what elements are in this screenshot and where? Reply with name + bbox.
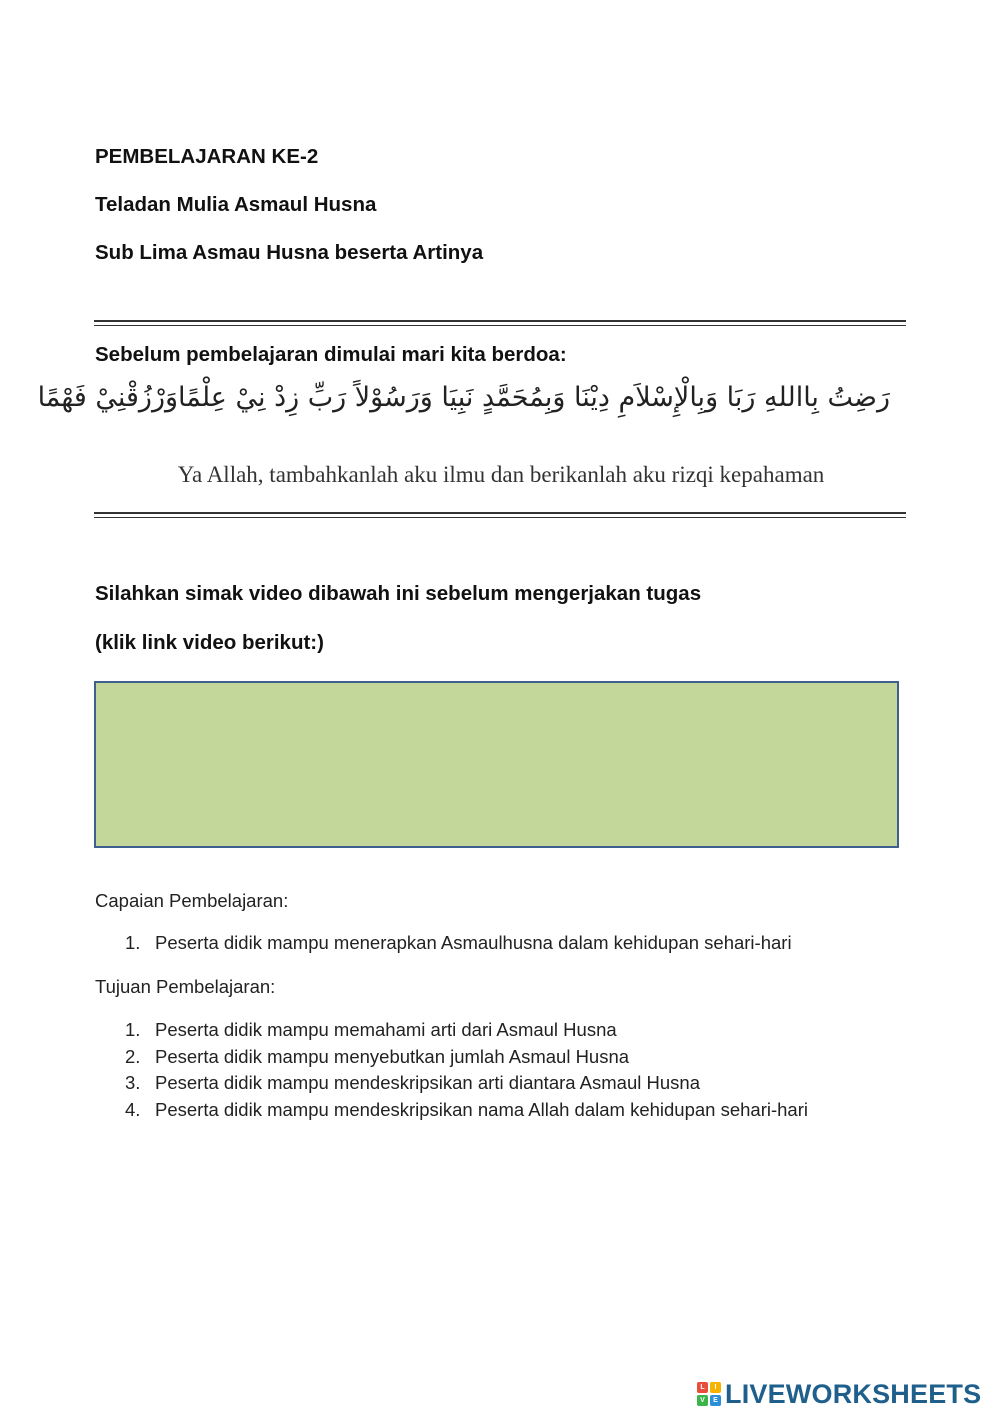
prayer-intro: Sebelum pembelajaran dimulai mari kita berdoa: — [95, 343, 567, 366]
liveworksheets-logo-text: LIVEWORKSHEETS — [725, 1378, 982, 1409]
list-item-number: 1. — [125, 1019, 141, 1040]
divider-top — [94, 320, 906, 326]
prayer-arabic: رَضِتُ بِااللهِ رَبَا وَبِالْإِسْلاَمِ دِيْنَا وَبِمُحَمَّدٍ نَبِيَا وَرَسُوْلاً رَبِّ زِدْ نِيْ عِلْمًاوَرْزُقْنِيْ فَهْمًا — [37, 382, 890, 413]
liveworksheets-logo[interactable] — [697, 1379, 981, 1409]
list-item-text: Peserta didik mampu memahami arti dari Asmaul Husna — [155, 1019, 617, 1040]
subtopic-title: Sub Lima Asmau Husna beserta Artinya — [95, 241, 484, 264]
tujuan-list — [125, 1017, 808, 1123]
capaian-list — [125, 930, 792, 957]
topic-title: Teladan Mulia Asmaul Husna — [95, 193, 377, 216]
list-item-number: 3. — [125, 1072, 141, 1093]
divider-bottom — [94, 512, 906, 518]
tujuan-title: Tujuan Pembelajaran: — [95, 976, 276, 997]
list-item — [125, 1044, 808, 1071]
logo-tile: V — [697, 1395, 708, 1406]
prayer-translation: Ya Allah, tambahkanlah aku ilmu dan berikanlah aku rizqi kepahaman — [177, 462, 825, 487]
video-instruction: Silahkan simak video dibawah ini sebelum mengerjakan tugas — [95, 582, 702, 605]
lesson-title: PEMBELAJARAN KE-2 — [95, 145, 319, 168]
list-item-number: 2. — [125, 1045, 141, 1067]
list-item — [125, 1017, 808, 1044]
liveworksheets-logo-icon — [697, 1382, 721, 1406]
list-item-number: 4. — [125, 1098, 141, 1120]
list-item-text: Peserta didik mampu menyebutkan jumlah Asmaul Husna — [155, 1045, 630, 1067]
capaian-title: Capaian Pembelajaran: — [95, 890, 289, 911]
list-item-text: Peserta didik mampu menerapkan Asmaulhusna dalam kehidupan sehari-hari — [155, 932, 792, 953]
list-item — [125, 930, 792, 957]
list-item-text: Peserta didik mampu mendeskripsikan nama Allah dalam kehidupan sehari-hari — [155, 1098, 808, 1120]
list-item — [125, 1070, 808, 1097]
logo-tile: E — [710, 1395, 721, 1406]
video-link-hint: (klik link video berikut:) — [95, 631, 324, 654]
logo-tile: L — [697, 1382, 708, 1393]
logo-tile: I — [710, 1382, 721, 1393]
list-item-text: Peserta didik mampu mendeskripsikan arti diantara Asmaul Husna — [155, 1072, 700, 1093]
video-link-box[interactable] — [94, 681, 899, 848]
list-item-number: 1. — [125, 932, 141, 953]
list-item — [125, 1097, 808, 1124]
